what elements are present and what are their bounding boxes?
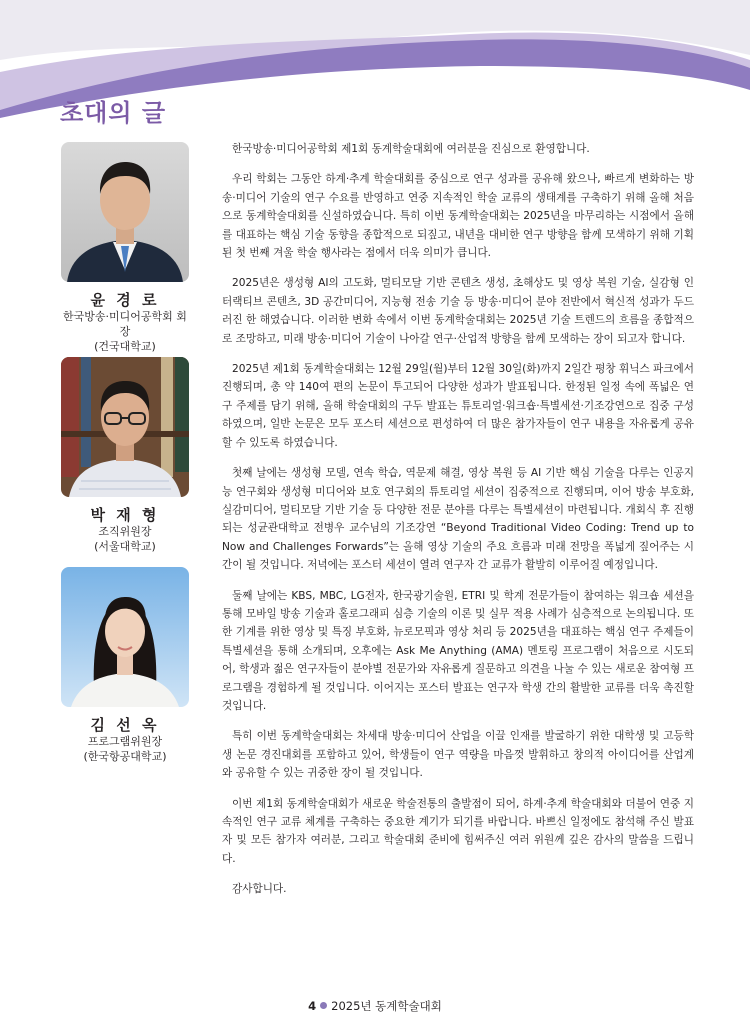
- page-number: 4: [308, 999, 317, 1013]
- portrait-photo: [61, 142, 189, 282]
- letter-closing: 감사합니다.: [232, 883, 287, 896]
- profile-organizing-chair: [60, 357, 190, 554]
- person-name: 윤 경 로: [90, 291, 160, 309]
- letter-paragraph: 2025년 제1회 동계학술대회는 12월 29일(월)부터 12월 30일(화)까지 2일간 평창 휘닉스 파크에서 진행되며, 총 약 140여 편의 논문이 투고되어 다양한 성과가 발표됩니다. 한정된 일정 속에 폭넓은 연구 주제를 담기 위해, 올해 학술대회의 구두 발표는 튜토리얼·워크숍·특별세션·기조강연으로 집중 구성하였으며, 일반 논문은 모두 포스터 세션으로 편성하여 더 많은 참가자들이 연구 내용을 자유롭게 공유할 수 있도록 하였습니다.: [222, 363, 694, 449]
- letter-paragraph: 우리 학회는 그동안 하계·추계 학술대회를 중심으로 연구 성과를 공유해 왔으나, 빠르게 변화하는 방송·미디어 기술의 연구 수요를 반영하고 연중 지속적인 학술 교류의 생태계를 구축하기 위해 올해 처음으로 동계학술대회를 신설하였습니다. 특히 이번 동계학술대회는 2025년을 마무리하는 시점에서 올해를 대표하는 핵심 기술 동향을 종합적으로 되짚고, 내년을 대비한 연구 방향을 함께 모색하기 위해 기획된 첫 번째 겨울 학술 행사라는 점에서 더욱 의미가 큽니다.: [222, 173, 694, 260]
- letter-paragraph: 첫째 날에는 생성형 모델, 연속 학습, 역문제 해결, 영상 복원 등 AI 기반 핵심 기술을 다루는 인공지능 연구회와 생성형 미디어와 보호 연구회의 튜토리얼 세션이 집중적으로 진행되며, 이어 방송 부호화, 실감미디어, 멀티모달 기반 기술 등 다양한 전문 분야를 다루는 특별세션이 마련됩니다. 개회식 후 진행되는 성균관대학교 전병우 교수님의 기조강연 “Beyond Traditional Video Coding: Trend up to Now and Challenges Forwards”는 올해 영상 기술의 주요 흐름과 미래 전망을 폭넓게 짚어주는 시간이 될 것입니다. 저녁에는 포스터 세션이 열려 연구자 간 교류가 활발히 이루어질 예정입니다.: [222, 467, 694, 572]
- person-role: 한국방송·미디어공학회 회장: [63, 310, 187, 338]
- footer-label: 2025년 동계학술대회: [331, 999, 442, 1013]
- person-affiliation: (건국대학교): [94, 340, 156, 353]
- profile-president: [60, 142, 190, 354]
- person-name: 김 선 옥: [90, 716, 160, 734]
- invitation-letter-body: [222, 140, 694, 911]
- portrait-photo: [61, 357, 189, 497]
- person-affiliation: (서울대학교): [94, 540, 156, 553]
- person-affiliation: (한국항공대학교): [83, 750, 167, 763]
- letter-paragraph: 2025년은 생성형 AI의 고도화, 멀티모달 기반 콘텐츠 생성, 초해상도 및 영상 복원 기술, 실감형 인터랙티브 콘텐츠, 3D 공간미디어, 지능형 전송 기술 등 방송·미디어 분야 전반에서 혁신적 성과가 두드러진 한 해였습니다. 이러한 변화 속에서 이번 동계학술대회는 2025년 기술 트렌드의 흐름을 종합적으로 조망하고, 미래 방송·미디어 기술이 나아갈 연구·산업적 방향을 함께 모색하는 장이 되고자 합니다.: [222, 277, 694, 345]
- letter-paragraph: 이번 제1회 동계학술대회가 새로운 학술전통의 출발점이 되어, 하계·추계 학술대회와 더불어 연중 지속적인 연구 교류 체계를 구축하는 중요한 계기가 되기를 바랍니다. 바쁘신 일정에도 참석해 주신 발표자 및 모든 참가자 여러분, 그리고 학술대회 준비에 힘써주신 여러 위원께 깊은 감사의 말씀을 드립니다.: [222, 797, 694, 865]
- profile-program-chair: [60, 567, 190, 764]
- person-name: 박 재 형: [90, 506, 160, 524]
- letter-paragraph: 특히 이번 동계학술대회는 차세대 방송·미디어 산업을 이끌 인재를 발굴하기 위한 대학생 및 고등학생 논문 경진대회를 포함하고 있어, 학생들이 연구 역량을 마음껏 발휘하고 창의적 아이디어를 산업계와 공유할 수 있는 귀중한 장이 될 것입니다.: [222, 730, 694, 780]
- letter-paragraph: 한국방송·미디어공학회 제1회 동계학술대회에 여러분을 진심으로 환영합니다.: [232, 143, 590, 155]
- page-title: 초대의 글: [60, 99, 167, 127]
- page-footer: [0, 998, 750, 1014]
- letter-paragraph: 둘째 날에는 KBS, MBC, LG전자, 한국광기술원, ETRI 및 학계 전문가들이 참여하는 워크숍 세션을 통해 모바일 방송 기술과 홀로그래피 심층 기술의 이론 및 실무 적용 사례가 심층적으로 논의됩니다. 또한 기계를 위한 영상 및 특징 부호화, 뉴로모픽과 영상 처리 등 2025년을 대표하는 핵심 연구 주제들이 특별세션을 통해 소개되며, 오후에는 Ask Me Anything (AMA) 멘토링 프로그램이 처음으로 시도되어, 학생과 젊은 연구자들이 분야별 전문가와 자유롭게 질문하고 의견을 나눌 수 있는 새로운 참여형 프로그램을 경험하게 될 것입니다. 이어지는 포스터 발표는 연구자 학생 간의 활발한 교류를 더욱 촉진할 것입니다.: [222, 589, 694, 712]
- footer-dot-icon: [320, 1002, 327, 1009]
- person-role: 프로그램위원장: [87, 735, 163, 748]
- person-role: 조직위원장: [98, 525, 152, 538]
- portrait-photo: [61, 567, 189, 707]
